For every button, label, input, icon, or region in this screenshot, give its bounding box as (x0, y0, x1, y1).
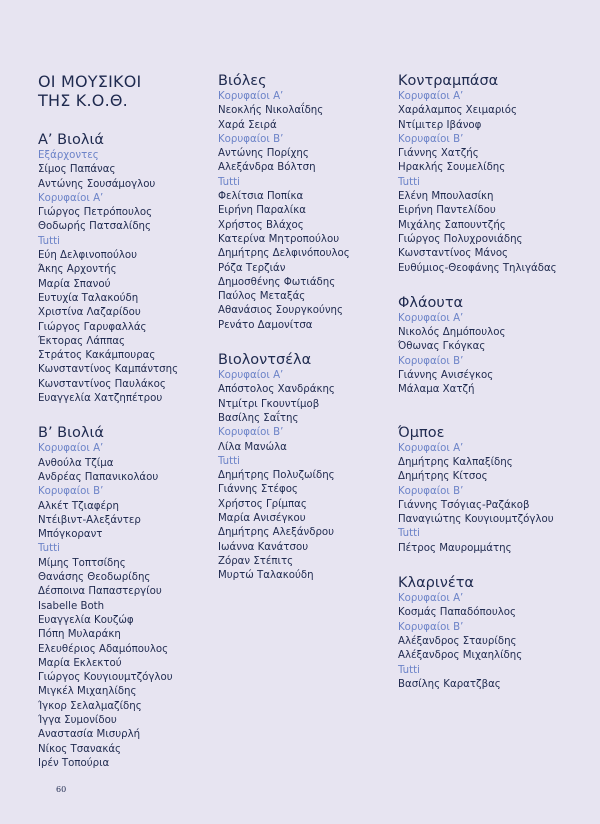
musician-name: Μίμης Τοπτσίδης (38, 557, 126, 569)
role-label: Tutti (398, 176, 420, 188)
musician-name: Μιχάλης Σαπουντζής (398, 219, 506, 231)
role-label: Tutti (38, 543, 60, 555)
musician-name: Πέτρος Μαυρομμάτης (398, 542, 512, 554)
musician-name: Βασίλης Καρατζβας (398, 678, 501, 690)
section-title: Α’ Βιολιά (38, 132, 104, 148)
musician-name: Βασίλης Σαΐτης (218, 412, 299, 424)
musician-name: Απόστολος Χανδράκης (218, 384, 335, 396)
musician-name: Αλκέτ Τζιαφέρη (38, 500, 119, 512)
musician-name: Χρήστος Βλάχος (218, 219, 304, 231)
role-label: Κορυφαίοι Β’ (398, 355, 464, 367)
musician-name: Ίγγα Συμονίδου (38, 714, 117, 726)
musician-name: Θανάσης Θεοδωρίδης (38, 572, 151, 584)
musician-name: Ρόζα Τερζιάν (218, 262, 286, 274)
musician-name: Κωνσταντίνος Μάνος (398, 248, 509, 260)
page-number: 60 (56, 785, 67, 794)
section (398, 574, 593, 692)
column-3 (398, 72, 593, 710)
role-label: Κορυφαίοι Α’ (38, 192, 104, 204)
role-label: Κορυφαίοι Α’ (38, 443, 104, 455)
musician-name: Ίγκορ Σελαλμαζίδης (38, 700, 142, 712)
sections (38, 131, 213, 771)
section-title: Β’ Βιολιά (38, 425, 104, 442)
musician-name: Δημήτρης Δελφινόπουλος (218, 248, 350, 260)
section (38, 131, 213, 406)
role-label: Εξάρχοντες (38, 150, 99, 161)
musician-name: Αναστασία Μισυρλή (38, 729, 141, 741)
column-2 (218, 72, 393, 602)
role-label: Κορυφαίοι Β’ (38, 486, 104, 498)
musician-name: Παύλος Μεταξάς (218, 291, 306, 303)
role-label: Κορυφαίοι Β’ (218, 427, 284, 439)
musician-name: Χριστίνα Λαζαρίδου (38, 307, 141, 319)
role-label: Κορυφαίοι Α’ (398, 312, 464, 324)
role-label: Κορυφαίοι Α’ (398, 442, 464, 454)
musician-name: Γιάννης Τσόγιας-Ραζάκοβ (398, 499, 530, 511)
musician-name: Isabelle Both (38, 600, 105, 612)
musician-name: Ευθύμιος-Θεοφάνης Τηλιγάδας (398, 262, 557, 274)
musician-name: Ντμίτρι Γκουντίμοβ (218, 398, 320, 410)
musician-name: Γιώργος Κουγιουμτζόγλου (38, 672, 173, 684)
musician-name: Ελευθέριος Αδαμόπουλος (38, 643, 169, 655)
role-label: Tutti (398, 664, 420, 676)
musician-name: Ευαγγελία Κουζώφ (38, 614, 134, 626)
musician-name: Ζόραν Στέπιτς (218, 555, 294, 567)
musician-name: Δημήτρης Καλπαξίδης (398, 456, 513, 468)
musician-name: Νίκος Τσανακάς (38, 743, 122, 755)
musician-name: Κοσμάς Παπαδόπουλος (398, 607, 516, 619)
musician-name: Αντώνης Πορίχης (218, 148, 309, 160)
musician-name: Αλεξάνδρα Βόλτση (218, 162, 316, 174)
musician-name: Εύη Δελφινοπούλου (38, 250, 138, 262)
musician-name: Δημήτρης Πολυζωίδης (218, 470, 335, 482)
column-1 (38, 72, 213, 789)
musician-name: Γιώργος Πετρόπουλος (38, 207, 153, 219)
musician-name: Αλέξανδρος Σταυρίδης (398, 635, 517, 647)
section-title: Όμποε (398, 424, 445, 441)
role-label: Κορυφαίοι Β’ (398, 485, 464, 497)
musician-name: Έκτορας Λάππας (38, 335, 126, 347)
musician-name: Σίμος Παπάνας (38, 164, 116, 176)
musician-name: Παναγιώτης Κουγιουμτζόγλου (398, 514, 554, 526)
musician-name: Ειρήνη Παραλίκα (218, 205, 306, 217)
musician-name: Ανθούλα Τζίμα (38, 457, 114, 469)
musician-name: Γιάννης Χατζής (398, 148, 479, 160)
role-label: Κορυφαίοι Β’ (398, 133, 464, 145)
musician-name: Μυρτώ Ταλακούδη (218, 570, 314, 582)
role-label: Κορυφαίοι Α’ (218, 91, 284, 102)
page-title: ΟΙ ΜΟΥΣΙΚΟΙ ΤΗΣ Κ.Ο.Θ. (38, 72, 142, 110)
role-label: Κορυφαίοι Α’ (398, 91, 464, 102)
musician-name: Δέσποινα Παπαστεργίου (38, 586, 162, 598)
musician-name: Μπόγκοραντ (38, 529, 103, 541)
musician-name: Κατερίνα Μητροπούλου (218, 233, 340, 245)
role-label: Κορυφαίοι Β’ (218, 133, 284, 145)
musician-name: Ρενάτο Δαμονίτσα (218, 319, 313, 331)
section-title: Φλάουτα (398, 294, 464, 311)
musician-name: Μαρία Σπανού (38, 278, 111, 290)
musician-name: Όθωνας Γκόγκας (398, 341, 486, 353)
musician-name: Ντίμιτερ Ιβάνοφ (398, 119, 482, 131)
musician-name: Δημήτρης Κίτσος (398, 471, 488, 483)
musician-name: Δημοσθένης Φωτιάδης (218, 276, 336, 288)
musician-name: Μάλαμα Χατζή (398, 384, 475, 396)
sections (218, 72, 393, 584)
musician-name: Γιώργος Γαρυφαλλάς (38, 321, 147, 333)
musician-name: Γιάννης Ανισέγκος (398, 370, 494, 382)
musician-name: Ιρέν Τοπούρια (38, 757, 110, 769)
musician-name: Κωνσταντίνος Καμπάντσης (38, 364, 179, 376)
musician-name: Ανδρέας Παπανικολάου (38, 471, 159, 483)
section (218, 351, 393, 583)
musician-name: Θοδωρής Πατσαλίδης (38, 221, 151, 233)
musician-name: Δημήτρης Αλεξάνδρου (218, 527, 335, 539)
musician-name: Πόπη Μυλαράκη (38, 629, 121, 641)
musician-name: Χαράλαμπος Χειμαριός (398, 105, 517, 117)
musician-name: Γιάννης Στέφος (218, 484, 298, 496)
musician-name: Κωνσταντίνος Παυλάκος (38, 378, 166, 390)
musician-name: Ευαγγελία Χατζηπέτρου (38, 393, 163, 405)
musician-name: Ηρακλής Σουμελίδης (398, 162, 506, 174)
section (38, 424, 213, 771)
musician-name: Ελένη Μπουλασίκη (398, 191, 494, 203)
musician-name: Ντέιβιντ-Αλεξάντερ (38, 514, 141, 526)
sections (398, 72, 593, 692)
musician-name: Ευτυχία Ταλακούδη (38, 292, 139, 304)
section-title: Βιόλες (218, 73, 267, 89)
musician-name: Γιώργος Πολυχρονιάδης (398, 233, 523, 245)
musician-name: Ειρήνη Παντελίδου (398, 205, 496, 217)
musician-name: Αθανάσιος Σουργκούνης (218, 305, 343, 317)
musician-name: Μαρία Εκλεκτού (38, 657, 122, 669)
musician-name: Νεοκλής Νικολαΐδης (218, 105, 324, 117)
section-title: Κοντραμπάσα (398, 73, 499, 89)
musician-name: Άκης Αρχοντής (38, 264, 117, 276)
musician-name: Λίλα Μανώλα (218, 441, 287, 453)
musician-name: Χρήστος Γρίμπας (218, 498, 307, 510)
musician-name: Νικολός Δημόπουλος (398, 327, 506, 339)
section-title: Κλαρινέτα (398, 575, 474, 592)
role-label: Κορυφαίοι Α’ (398, 593, 464, 605)
musician-name: Χαρά Σειρά (218, 119, 277, 131)
musician-name: Αλέξανδρος Μιχαηλίδης (398, 650, 523, 662)
role-label: Tutti (398, 528, 420, 540)
section-title: Βιολοντσέλα (218, 352, 312, 369)
role-label: Κορυφαίοι Β’ (398, 621, 464, 633)
musician-name: Μιγκέλ Μιχαηλίδης (38, 686, 137, 698)
section (398, 294, 593, 398)
section (398, 424, 593, 556)
role-label: Tutti (38, 235, 60, 247)
musician-name: Ιωάννα Κανάτσου (218, 541, 309, 553)
musician-name: Φελίτσια Ποπίκα (218, 191, 304, 203)
musician-name: Μαρία Ανισέγκου (218, 513, 306, 525)
role-label: Tutti (218, 176, 240, 188)
musician-name: Αντώνης Σουσάμογλου (38, 178, 156, 190)
musician-name: Στράτος Κακάμπουρας (38, 350, 156, 362)
role-label: Κορυφαίοι Α’ (218, 370, 284, 382)
section (218, 72, 393, 333)
role-label: Tutti (218, 455, 240, 467)
section (398, 72, 593, 276)
